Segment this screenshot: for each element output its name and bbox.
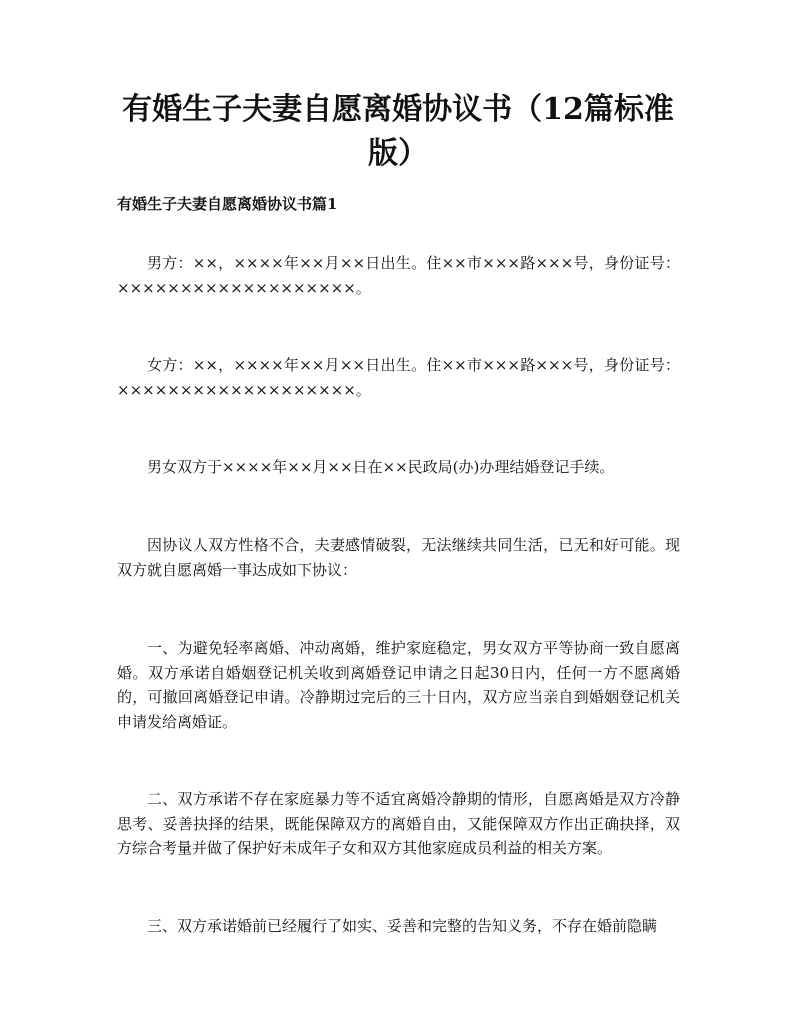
paragraph-female-party: 女方：××，××××年××月××日出生。住××市×××路×××号，身份证号：×××××××××××××××××××。 [117, 356, 680, 399]
paragraph-clause-one: 一、为避免轻率离婚、冲动离婚，维护家庭稳定，男女双方平等协商一致自愿离婚。双方承诺自婚姻登记机关收到离婚登记申请之日起30日内，任何一方不愿离婚的，可撤回离婚登记申请。冷静期过完后的三十日内，双方应当亲自到婚姻登记机关申请发给离婚证。 [117, 639, 680, 731]
paragraph-male-party: 男方：××，××××年××月××日出生。住××市×××路×××号，身份证号：×××××××××××××××××××。 [117, 254, 680, 297]
paragraph-divorce-reason: 因协议人双方性格不合，夫妻感情破裂，无法继续共同生活，已无和好可能。现双方就自愿离婚一事达成如下协议： [117, 536, 680, 579]
paragraph-marriage-registration: 男女双方于××××年××月××日在××民政局(办)办理结婚登记手续。 [147, 458, 615, 476]
paragraph-clause-two: 二、双方承诺不存在家庭暴力等不适宜离婚冷静期的情形，自愿离婚是双方冷静思考、妥善抉择的结果，既能保障双方的离婚自由，又能保障双方作出正确抉择，双方综合考量并做了保护好未成年子女和双方其他家庭成员利益的相关方案。 [117, 790, 680, 857]
paragraph-clause-three: 三、双方承诺婚前已经履行了如实、妥善和完整的告知义务，不存在婚前隐瞒 [147, 917, 658, 935]
section-heading: 有婚生子夫妻自愿离婚协议书篇1 [117, 195, 338, 213]
document-title: 有婚生子夫妻自愿离婚协议书（12篇标准版） [122, 92, 674, 171]
